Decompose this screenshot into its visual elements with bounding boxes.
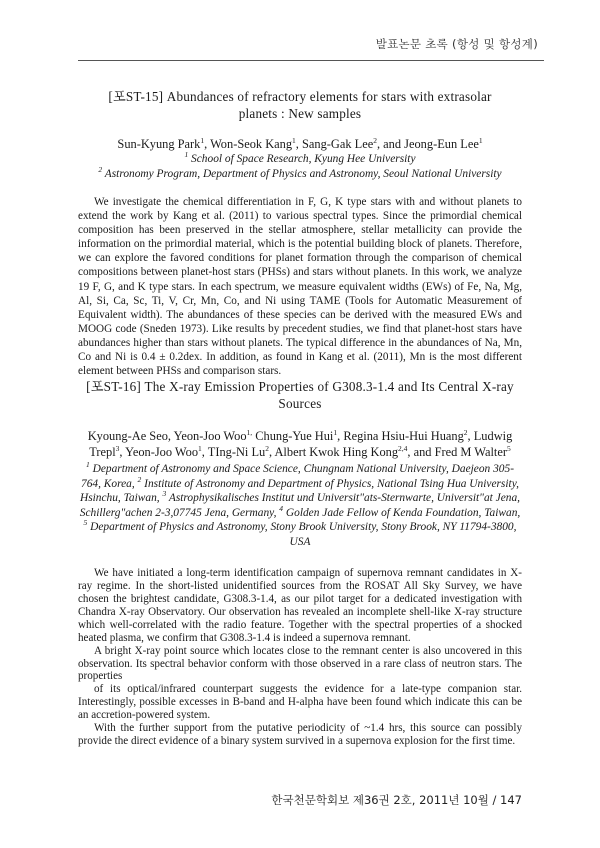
aff-number: 2	[98, 164, 103, 174]
abstract1-authors	[78, 136, 522, 152]
author: , TIng-Ni Lu	[201, 445, 266, 460]
author: , Ludwig Trepl	[89, 429, 513, 460]
author: , Regina Hsiu-Hui Huang	[337, 429, 464, 444]
author-aff: 1	[333, 428, 338, 438]
author: Chung-Yue Hui	[252, 429, 334, 444]
abstract1-title: [포ST-15] Abundances of refractory elements for stars with extrasolar planets : New samples	[108, 89, 492, 121]
author-separator: ,	[204, 137, 211, 151]
aff-text: School of Space Research, Kyung Hee University	[188, 153, 416, 165]
author: Kyoung-Ae Seo, Yeon-Joo Woo	[87, 429, 247, 444]
abstract1-affiliation	[78, 164, 522, 182]
aff-text: Department of Astronomy and Space Science, Chungnam National University, Daejeon 305-764, Korea,	[81, 463, 514, 490]
author-aff: 2	[265, 444, 269, 454]
abstract2-paragraph-4: With the further support from the putative periodicity of ~1.4 hrs, this source can possibly provide the direct evidence of a binary system survived in a supernova explosion for the first time.	[78, 722, 522, 747]
abstract1-body: We investigate the chemical differentiation in F, G, K type stars with and without planets to extend the work by Kang et al. (2011) to various spectral types. Since the primordial chemical composition has been preserved in the stellar atmosphere, stellar metallicity can provide the information on the primordial material, which is the potential building block of planets. Therefore, we can explore the favored conditions for planet formation through the comparison of chemical compositions between planet-host stars (PHSs) and stars without planets. In this work, we analyze 19 F, G, and K type stars. In each spectrum, we measure equivalent widths (EWs) of Fe, Na, Mg, Al, Si, Ca, Sc, Ti, V, Cr, Mn, Co, and Ni using TAME (Tools for Automatic Measurement of Equivalent width). The abundances of these species can be derived with the measured EWs and MOOG code (Sneden 1973). Like results by precedent studies, we find that planet-host stars have abundances higher than stars without planets. The typical difference in the abundances of Na, Mn, Co and Ni is 0.4 ± 0.2dex. In addition, as found in Kang et al. (2011), Mn is the most different element between PHSs and comparison stars.	[78, 196, 522, 378]
abstract2-paragraph-3: of its optical/infrared counterpart suggests the evidence for a late-type companion star. Interestingly, possible excesses in B-band and H-alpha have been found which indicate this can be an accretion-powered system.	[78, 683, 522, 722]
aff-number: 4	[279, 503, 284, 513]
author-separator: ,	[295, 137, 302, 151]
aff-text: Institute of Astronomy and Department of Physics, National Tsing Hua University, Hsinchu, Taiwan,	[79, 477, 519, 505]
abstract2-title: [포ST-16] The X-ray Emission Properties of G308.3-1.4 and Its Central X-ray Sources	[86, 379, 514, 412]
abstract2-affiliations	[78, 462, 522, 549]
aff-number: 2	[137, 474, 142, 484]
author: Sang-Gak Lee	[302, 137, 374, 151]
page-content	[78, 88, 522, 748]
author-aff: 5	[507, 444, 511, 454]
author-aff: 2	[463, 428, 468, 438]
aff-number: 5	[83, 518, 88, 528]
author-aff: 3	[115, 444, 120, 454]
author: Sun-Kyung Park	[117, 137, 201, 151]
aff-text: Astronomy Program, Department of Physics and Astronomy, Seoul National University	[102, 167, 502, 180]
running-header: 발표논문 초록 (항성 및 항성계)	[375, 37, 538, 51]
abstract2-paragraph-1: We have initiated a long-term identification campaign of supernova remnant candidates in X-ray regime. In the short-listed unidentified sources from the ROSAT All Sky Survey, we have chosen the brightest candidate, G308.3-1.4, as our pilot target for a dedicated investigation with Chandra X-ray Observatory. Our observation has revealed an incomplete shell-like X-ray structure which well-correlated with the radio feature. Together with the spectral properties of a shocked heated plasma, we confirm that G308.3-1.4 is indeed a supernova remnant.	[78, 567, 522, 644]
abstract1-affiliation	[78, 152, 522, 167]
aff-text: Astrophysikalisches Institut und Universit"ats-Sternwarte, Universit"at Jena, Schillerg"achen 2-3,07745 Jena, Germany,	[79, 492, 521, 519]
author-aff: 2,4	[398, 444, 408, 454]
aff-number: 1	[184, 150, 189, 160]
author-aff: 1	[198, 444, 202, 454]
page-footer: 한국천문학회보 제36권 2호, 2011년 10월 / 147	[271, 793, 522, 807]
abstract2-authors	[78, 428, 522, 460]
author: Won-Seok Kang	[210, 137, 293, 151]
author-separator: , and	[376, 137, 405, 151]
aff-number: 1	[86, 460, 90, 470]
author-aff: 1,	[246, 428, 253, 438]
header-rule	[78, 60, 544, 61]
author-aff: 1	[478, 135, 483, 145]
aff-text: Department of Physics and Astronomy, Stony Brook University, Stony Brook, NY 11794-3800, USA	[87, 521, 517, 548]
author-aff: 1	[292, 135, 296, 145]
abstract2-paragraph-2: A bright X-ray point source which locates close to the remnant center is also uncovered in this observation. Its spectral behavior conform with those observed in a rare class of neutron stars. The properties	[78, 644, 522, 683]
author: , Yeon-Joo Woo	[119, 445, 199, 460]
author-aff: 1	[200, 135, 205, 145]
aff-number: 3	[162, 489, 167, 499]
author: , and Fred M Walter	[407, 445, 508, 460]
author: , Albert Kwok Hing Kong	[268, 445, 399, 460]
author: Jeong-Eun Lee	[404, 137, 479, 151]
author-aff: 2	[373, 135, 377, 145]
aff-text: Golden Jade Fellow of Kenda Foundation, Taiwan,	[283, 506, 521, 519]
